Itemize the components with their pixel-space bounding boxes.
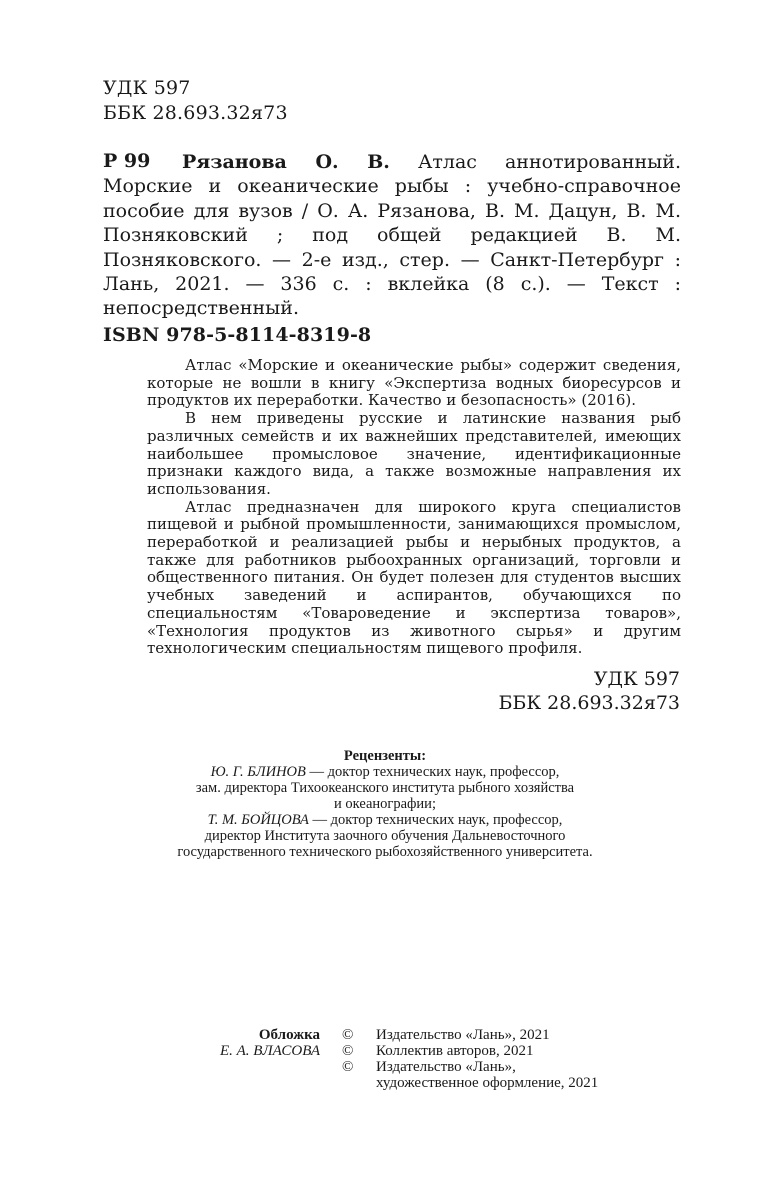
bbk-code-top: ББК 28.693.32я73 [103,102,288,124]
cover-designer: Е. А. ВЛАСОВА [219,1043,320,1059]
reviewer-affiliation: директор Института заочного обучения Дальневосточного [204,828,566,844]
reviewer-credentials: — доктор технических наук, профессор, [308,812,563,828]
annotation-paragraph: Атлас предназначен для широкого круга специалистов пищевой и рыбной промышленности, занимающихся промыслом, переработкой и реализацией рыбы и нерыбных продуктов, а также для работников рыбоохранных организаций, торговли и общественного питания. Он будет полезен для студентов высших учебных заведений и аспирантов, обучающихся по специальностям «Товароведение и экспертиза товаров», «Технология продуктов из животного сырья» и другим технологическим специальностям пищевого профиля. [147,497,681,658]
copyright-text: Коллектив авторов, 2021 [376,1043,534,1059]
copyright-text: Издательство «Лань», 2021 [376,1027,550,1043]
copyright-symbol: © [342,1059,354,1075]
copyright-line [342,1027,702,1043]
copyright-line [342,1043,702,1059]
reviewer-affiliation: зам. директора Тихоокеанского института рыбного хозяйства [195,780,575,796]
copyright-line [342,1059,702,1075]
reviewers-heading: Рецензенты: [343,748,427,764]
copyright-symbol: © [342,1043,354,1059]
bbk-code-bottom: ББК 28.693.32я73 [498,692,680,714]
reviewers-block [100,748,670,860]
bibliographic-record [103,150,681,321]
copyright-symbol: © [342,1027,354,1043]
reviewer-name: Ю. Г. БЛИНОВ [210,764,306,780]
cover-label: Обложка [258,1027,320,1043]
copyright-text: художественное оформление, 2021 [376,1075,599,1091]
bibliographic-description: Атлас аннотированный. Морские и океанические рыбы : учебно-справочное пособие для вузов / О. А. Рязанова, В. М. Дацун, В. М. Позняковский ; под общей редакцией В. М. Позняковского. — 2-е изд., стер. — Санкт-Петербург : Лань, 2021. — 336 с. : вклейка (8 с.). — Текст : непосредственный. [103,151,681,320]
copyright-text: Издательство «Лань», [376,1059,516,1075]
copyright-line-continuation [342,1075,702,1091]
udk-code-top: УДК 597 [103,77,191,99]
cover-credit [220,1027,320,1059]
reviewer-affiliation: и океанографии; [334,796,436,812]
author-mark: Р 99 [103,150,151,172]
isbn: ISBN 978-5-8114-8319-8 [103,324,372,346]
annotation-paragraph: В нем приведены русские и латинские названия рыб различных семейств и их важнейших представителей, имеющих наибольшее промысловое значение, идентификационные признаки каждого вида, а также возможные направления их использования. [147,409,681,498]
annotation [147,357,681,658]
reviewer-name: Т. М. БОЙЦОВА [207,812,309,828]
copyright-block [342,1027,702,1091]
udk-code-bottom: УДК 597 [593,668,680,690]
reviewer-first [100,764,670,780]
reviewer-second [100,812,670,828]
reviewer-credentials: — доктор технических наук, профессор, [305,764,560,780]
reviewer-affiliation: государственного технического рыбохозяйственного университета. [177,844,593,860]
author-name: Рязанова О. В. [182,151,390,173]
annotation-paragraph: Атлас «Морские и океанические рыбы» содержит сведения, которые не вошли в книгу «Экспертиза водных биоресурсов и продуктов их переработки. Качество и безопасность» (2016). [147,356,681,410]
